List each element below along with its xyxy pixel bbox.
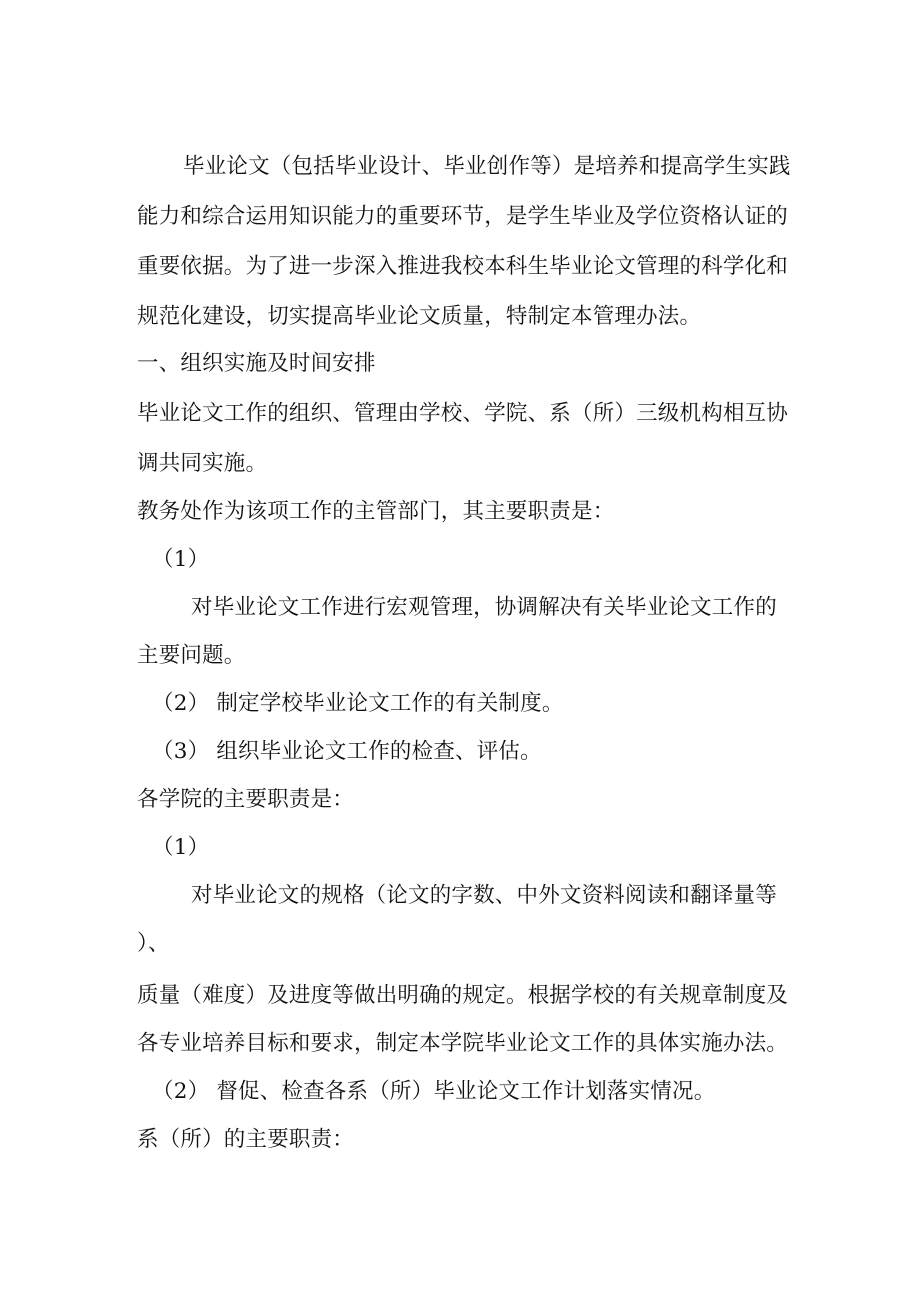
text-line: 能力和综合运用知识能力的重要环节，是学生毕业及学位资格认证的 (137, 204, 789, 229)
text-line: 质量（难度）及进度等做出明确的规定。根据学校的有关规章制度及 (137, 983, 789, 1008)
list-item: （2） 制定学校毕业论文工作的有关制度。 (152, 691, 564, 716)
text-line: ）、 (137, 931, 170, 956)
text-line: 规范化建设，切实提高毕业论文质量，特制定本管理办法。 (137, 304, 702, 329)
text-line: 毕业论文（包括毕业设计、毕业创作等）是培养和提高学生实践 (183, 154, 791, 179)
section-heading: 一、组织实施及时间安排 (137, 351, 376, 376)
text-line: 对毕业论文工作进行宏观管理，协调解决有关毕业论文工作的 (191, 595, 777, 620)
list-item: （3） 组织毕业论文工作的检查、评估。 (152, 739, 542, 764)
list-item: （2） 督促、检查各系（所）毕业论文工作计划落实情况。 (152, 1079, 716, 1104)
list-number: （1） (152, 835, 210, 860)
text-line: 各专业培养目标和要求，制定本学院毕业论文工作的具体实施办法。 (137, 1031, 789, 1056)
text-line: 系（所）的主要职责： (137, 1127, 355, 1152)
text-line: 主要问题。 (137, 643, 246, 668)
list-number: （1） (152, 547, 210, 572)
text-line: 各学院的主要职责是： (137, 787, 355, 812)
text-line: 毕业论文工作的组织、管理由学校、学院、系（所）三级机构相互协 (137, 401, 789, 426)
text-line: 教务处作为该项工作的主管部门，其主要职责是： (137, 499, 615, 524)
text-line: 重要依据。为了进一步深入推进我校本科生毕业论文管理的科学化和 (137, 254, 789, 279)
text-line: 调共同实施。 (137, 451, 268, 476)
text-line: 对毕业论文的规格（论文的字数、中外文资料阅读和翻译量等 (191, 883, 777, 908)
